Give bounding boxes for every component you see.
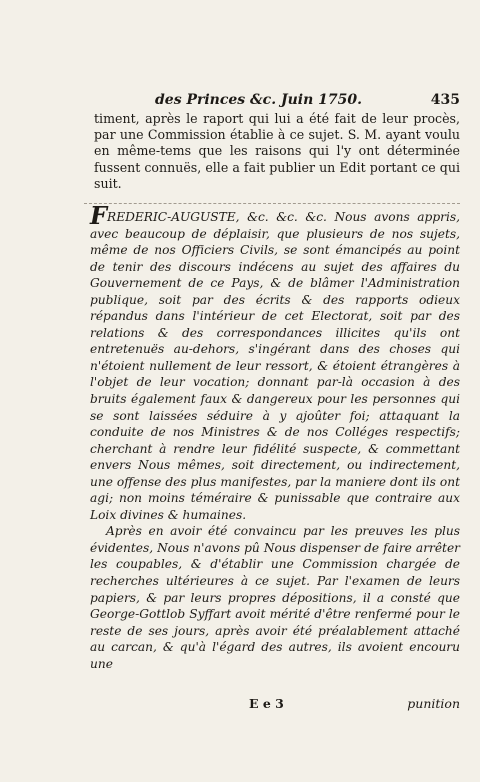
catchword: punition	[407, 696, 460, 711]
decree-paragraph-1	[90, 201, 460, 523]
signature-mark: E e 3	[249, 696, 284, 711]
decree-paragraph-2: Après en avoir été convaincu par les preuves les plus évidentes, Nous n'avons pû Nous dispenser de faire arrêter les coupables, & d'établir une Commission chargée de recherches ultérieures à ce sujet. Par l'examen de leurs papiers, & par leurs propres dépositions, il a consté que George-Gottlob Syffart avoit mérité d'être renfermé pour le reste de ses jours, après avoir été préalablement attaché au carcan, & qu'à l'égard des autres, ils avoient encouru une	[90, 524, 460, 671]
decree-opening-name: REDERIC-AUGUSTE,	[107, 210, 240, 224]
decree-paragraph-1-body: &c. &c. &c. Nous avons appris, avec beaucoup de déplaisir, que plusieurs de nos sujets, même de nos Officiers Civils, se sont émancipés au point de tenir des discours indécens au sujet des affaires du Gouvernement de ce Pays, & de blâmer l'Administration publique, soit par des écrits & des rapports odieux répandus dans l'intérieur de cet Electorat, soit par des relations & des correspondances illicites qu'ils ont entretenuës au-dehors, s'ingérant dans des choses qui n'étoient nullement de leur ressort, & étoient étrangères à l'objet de leur vocation; donnant par-là occasion à des bruits également faux & dangereux pour les personnes qui se sont laissées séduire à y ajoûter foi; attaquant la conduite de nos Ministres & de nos Colléges respectifs; cherchant à rendre leur fidélité suspecte, & commettant envers Nous mêmes, soit directement, ou indirectement, une offense des plus manifestes, par la maniere dont ils ont agi; non moins téméraire & punissable que contraire aux Loix divines & humaines.	[90, 210, 460, 522]
section-divider	[84, 203, 460, 204]
drop-initial: F	[90, 201, 108, 230]
running-title: des Princes &c. Juin 1750.	[155, 92, 362, 108]
decree-text	[90, 201, 460, 672]
page-number: 435	[430, 92, 460, 108]
intro-paragraph: timent, après le raport qui lui a été fait de leur procès, par une Commission établie à ce sujet. S. M. ayant voulu en même-tems que les raisons qui l'y ont déterminée fussent connuës, elle a fait publier un Edit portant ce qui suit.	[94, 111, 460, 191]
